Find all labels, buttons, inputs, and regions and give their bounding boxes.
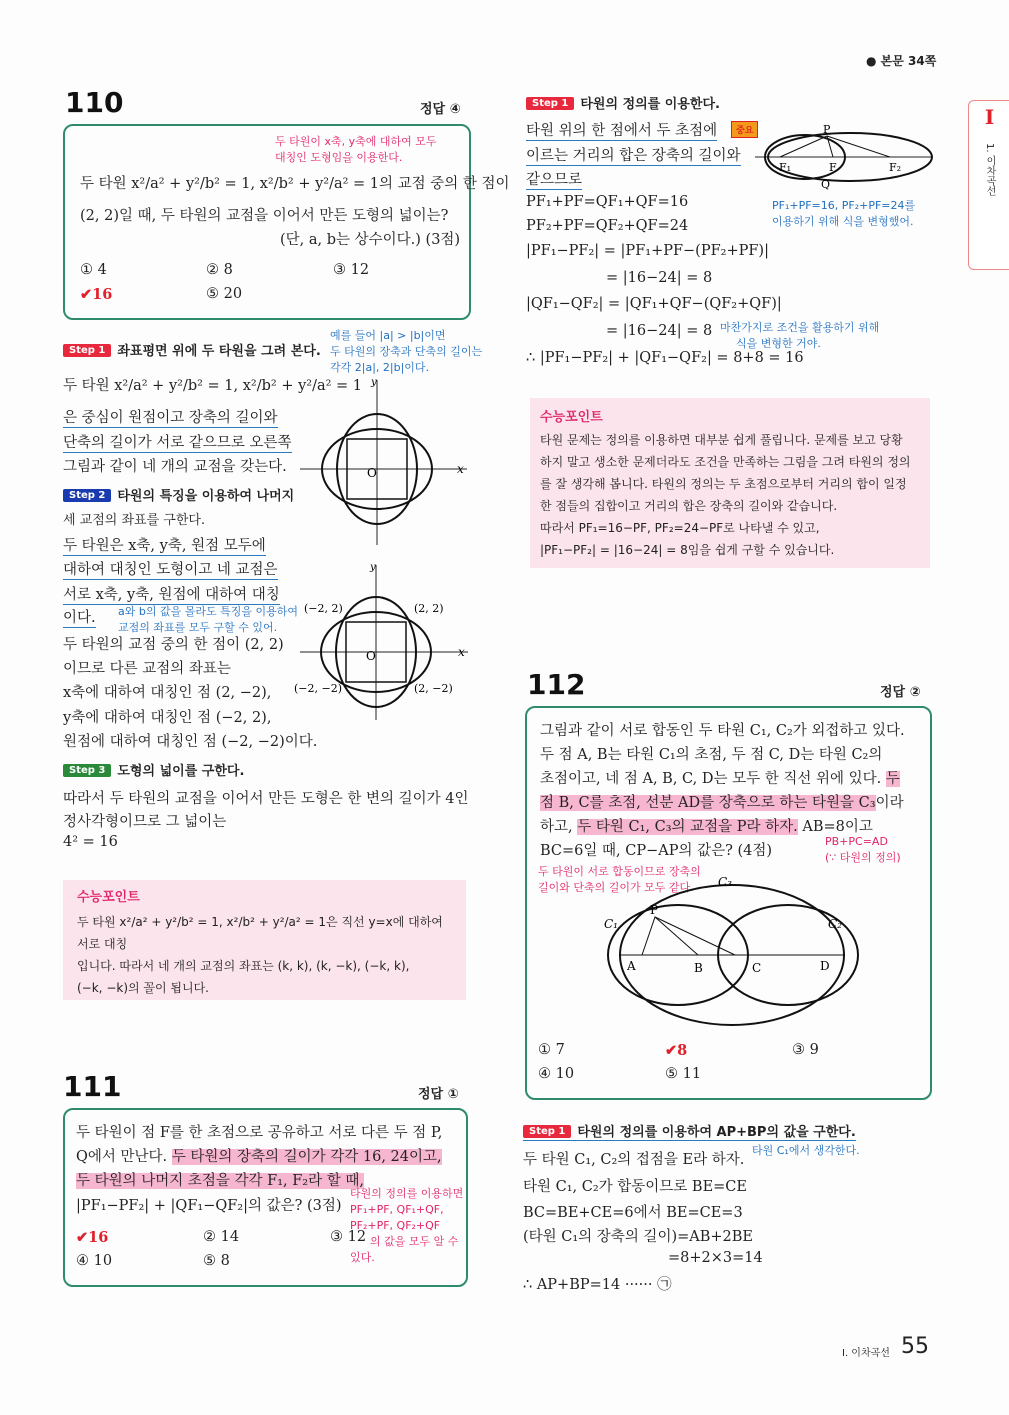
solution-line: 대하여 대칭인 도형이고 네 교점은 — [63, 558, 278, 580]
point-label: (2, −2) — [414, 682, 453, 695]
choice-4[interactable]: ④ 10 — [538, 1066, 575, 1082]
side-tab-label: 1. 이차곡선 — [984, 143, 995, 196]
note-line: 각각 2|a|, 2|b|이다. — [330, 361, 430, 374]
step-heading — [523, 1121, 856, 1141]
note-line: 있다. — [350, 1251, 375, 1264]
focus-f1-label: F₁ — [779, 161, 792, 174]
choice-3[interactable]: ③ 12 — [333, 262, 370, 278]
page-number: 55 — [901, 1334, 929, 1359]
step-heading — [63, 485, 294, 504]
focus-f-label: F — [829, 161, 837, 174]
tip-line: 를 잘 생각해 봅니다. 타원의 정의는 두 초점으로부터 거리의 합이 일정 — [540, 477, 907, 491]
step-title: 세 교점의 좌표를 구한다. — [63, 513, 206, 528]
step-badge: Step 1 — [63, 344, 111, 357]
y-axis-label: y — [371, 377, 377, 388]
annotation-note — [772, 198, 915, 230]
choice-5[interactable]: ⑤ 20 — [206, 286, 243, 302]
shared-focus-ellipses-figure — [755, 120, 935, 195]
annotation-note: 두 타원이 x축, y축에 대하여 모두 대칭인 도형임을 이용한다. — [275, 135, 437, 164]
step-badge: Step 3 — [63, 764, 111, 777]
side-tab[interactable] — [968, 100, 1009, 270]
solution-line: 두 타원의 교점 중의 한 점이 (2, 2) — [63, 637, 284, 653]
question-line: |PF₁−PF₂| + |QF₁−QF₂|의 값은? (3점) — [76, 1198, 342, 1214]
question-line — [540, 815, 873, 836]
choice-2[interactable]: ② 8 — [206, 262, 233, 278]
choice-4[interactable]: ④ 10 — [76, 1253, 113, 1269]
solution-line: (타원 C₁의 장축의 길이)=AB+2BE — [523, 1229, 753, 1245]
important-badge: 중요 — [731, 121, 758, 138]
solution-line: 타원 위의 한 점에서 두 초점에 — [526, 119, 717, 141]
choice-1-checked[interactable]: ✔16 — [76, 1229, 109, 1246]
note-line: 예를 들어 |a| > |b|이면 — [330, 329, 446, 342]
point-c-label: C — [752, 961, 762, 975]
question-line: 두 점 A, B는 타원 C₁의 초점, 두 점 C, D는 타원 C₂의 — [540, 747, 883, 763]
tip-line: |PF₁−PF₂| = |16−24| = 8임을 쉽게 구할 수 있습니다. — [540, 543, 835, 557]
solution-line: 두 타원 C₁, C₂의 접점을 E라 하자. — [523, 1152, 745, 1168]
choice-1[interactable]: ① 4 — [80, 262, 107, 278]
point-b-label: B — [694, 961, 703, 975]
annotation-note — [825, 834, 901, 866]
solution-line: 4² = 16 — [63, 834, 118, 850]
note-line: 두 타원의 장축과 단축의 길이는 — [330, 345, 483, 358]
problem-number: 111 — [63, 1070, 122, 1103]
problem-number: 110 — [65, 86, 124, 119]
tip-body — [540, 429, 920, 561]
question-text: 초점이고, 네 점 A, B, C, D는 모두 한 직선 위에 있다. — [540, 771, 886, 787]
problem-number: 112 — [527, 668, 586, 701]
question-text: AB=8이고 — [802, 819, 873, 835]
solution-line: =8+2×3=14 — [668, 1250, 763, 1266]
point-label: (2, 2) — [414, 602, 444, 615]
question-line: 두 타원 x²/a² + y²/b² = 1, x²/b² + y²/a² = 1의 교점 중의 한 점이 — [80, 176, 510, 192]
note-line: 타원의 정의를 이용하면 — [350, 1187, 464, 1200]
highlighted-text: 두 타원의 장축의 길이가 각각 16, 24이고, — [171, 1149, 442, 1165]
ellipse-c1-label: C₁ — [604, 917, 618, 931]
solution-line: 원점에 대하여 대칭인 점 (−2, −2)이다. — [63, 734, 318, 750]
step-title: 도형의 넓이를 구한다. — [117, 764, 245, 779]
note-line: 두 타원이 서로 합동이므로 장축의 — [538, 865, 701, 878]
answer-label: 정답 ① — [418, 1087, 459, 1102]
tip-body — [77, 911, 452, 999]
question-line — [540, 791, 904, 812]
solution-line: 이르는 거리의 합은 장축의 길이와 — [526, 144, 741, 166]
question-text: 이라 — [875, 795, 904, 811]
solution-line: 그림과 같이 네 개의 교점을 갖는다. — [63, 459, 287, 475]
note-line: a와 b의 값을 몰라도 특징을 이용하여 — [118, 605, 298, 618]
solution-line: 두 타원 x²/a² + y²/b² = 1, x²/b² + y²/a² = 1 — [63, 378, 363, 394]
solution-line: 따라서 두 타원의 교점을 이어서 만든 도형은 한 변의 길이가 4인 — [63, 791, 469, 807]
step-badge: Step 2 — [63, 489, 111, 502]
note-line: PF₁+PF=16, PF₂+PF=24를 — [772, 199, 916, 212]
solution-line: PF₂+PF=QF₂+QF=24 — [526, 218, 689, 234]
note-line: 교점의 좌표를 모두 구할 수 있어. — [118, 621, 278, 634]
focus-f2-label: F₂ — [889, 161, 902, 174]
choice-5[interactable]: ⑤ 8 — [203, 1253, 230, 1269]
question-line — [76, 1169, 364, 1190]
solution-line: 단축의 길이가 서로 같으므로 오른쪽 — [63, 431, 292, 453]
choice-3[interactable]: ③ 12 — [330, 1229, 367, 1245]
choice-2[interactable]: ② 14 — [203, 1229, 240, 1245]
note-line: 식을 변형한 거야. — [736, 337, 821, 350]
point-p-label: P — [823, 123, 831, 136]
ellipse-c3-label: C₃ — [718, 875, 732, 889]
question-line: (2, 2)일 때, 두 타원의 교점을 이어서 만든 도형의 넓이는? — [80, 208, 449, 224]
step-heading — [526, 93, 720, 112]
highlighted-text: 두 타원의 나머지 초점을 각각 F₁, F₂라 할 때, — [76, 1173, 364, 1189]
solution-line: 같으므로 — [526, 168, 582, 190]
solution-line: |QF₁−QF₂| = |QF₁+QF−(QF₂+QF)| — [526, 296, 782, 312]
solution-line: 정사각형이므로 그 넓이는 — [63, 814, 227, 830]
note-line: 이용하기 위해 식을 변형했어. — [772, 215, 914, 228]
step-heading — [63, 340, 321, 359]
answer-label: 정답 ④ — [420, 102, 461, 117]
choice-5[interactable]: ⑤ 11 — [665, 1066, 702, 1082]
tip-line: 하지 말고 생소한 문제더라도 조건을 만족하는 그림을 그려 타원의 정의 — [540, 455, 911, 469]
highlighted-text: 점 B, C를 초점, 선분 AD를 장축으로 하는 타원을 C₃ — [540, 795, 876, 811]
y-axis-label: y — [370, 562, 376, 573]
solution-line: BC=BE+CE=6에서 BE=CE=3 — [523, 1205, 743, 1221]
choice-2-checked[interactable]: ✔8 — [665, 1042, 688, 1059]
tip-title: 수능포인트 — [540, 410, 603, 425]
three-ellipses-figure — [590, 870, 860, 1030]
annotation-note — [330, 328, 482, 376]
side-tab-roman: I — [984, 105, 995, 129]
point-label: (−2, −2) — [294, 682, 343, 695]
note-line: PB+PC=AD — [825, 835, 888, 848]
step-title: 타원의 정의를 이용한다. — [580, 97, 720, 112]
solution-line: PF₁+PF=QF₁+QF=16 — [526, 194, 689, 210]
tip-line: 타원 문제는 정의를 이용하면 대부분 쉽게 풀립니다. 문제를 보고 당황 — [540, 433, 903, 447]
note-line: 마찬가지로 조건을 활용하기 위해 — [720, 321, 880, 334]
solution-line: x축에 대하여 대칭인 점 (2, −2), — [63, 685, 272, 701]
question-line — [540, 767, 900, 788]
point-d-label: D — [820, 959, 830, 973]
point-label: (−2, 2) — [304, 602, 343, 615]
point-q-label: Q — [821, 178, 831, 191]
solution-line: = |16−24| = 8 — [606, 270, 713, 286]
solution-line: = |16−24| = 8 — [606, 323, 713, 339]
question-line — [76, 1145, 442, 1166]
question-line: (단, a, b는 상수이다.) (3점) — [280, 232, 461, 248]
note-line: (∵ 타원의 정의) — [825, 851, 901, 864]
question-line: BC=6일 때, CP−AP의 값은? (4점) — [540, 843, 773, 859]
question-text: Q에서 만난다. — [76, 1149, 172, 1165]
annotation-note: 타원 C₁에서 생각한다. — [752, 1144, 860, 1157]
point-p-label: P — [650, 903, 659, 917]
ellipse-c2-label: C₂ — [828, 917, 842, 931]
solution-line: 서로 x축, y축, 원점에 대하여 대칭 — [63, 583, 280, 605]
tip-title: 수능포인트 — [77, 890, 140, 905]
question-line: 두 타원이 점 F를 한 초점으로 공유하고 서로 다른 두 점 P, — [76, 1125, 443, 1141]
ellipses-figure-2 — [290, 560, 475, 720]
step-title: 좌표평면 위에 두 타원을 그려 본다. — [117, 344, 321, 359]
annotation-note — [350, 1186, 463, 1266]
note-line: 길이와 단축의 길이가 모두 같다. — [538, 881, 694, 894]
step-title: 타원의 정의를 이용하여 AP+BP의 값을 구한다. — [577, 1125, 856, 1140]
tip-line: 한 점들의 집합이고 거리의 합은 장축의 길이와 같습니다. — [540, 499, 838, 513]
tip-line: 입니다. 따라서 네 개의 교점의 좌표는 (k, k), (k, −k), (−k, k), — [77, 959, 410, 973]
question-text: 하고, — [540, 819, 578, 835]
choice-3[interactable]: ③ 9 — [792, 1042, 819, 1058]
page-reference: ● 본문 34쪽 — [866, 54, 937, 68]
tip-line: (−k, −k)의 꼴이 됩니다. — [77, 981, 209, 995]
solution-line: 이므로 다른 교점의 좌표는 — [63, 661, 231, 677]
solution-line: ∴ AP+BP=14 ······ ㉠ — [523, 1277, 672, 1293]
reference-text: 본문 34쪽 — [880, 54, 937, 68]
solution-line: 은 중심이 원점이고 장축의 길이와 — [63, 406, 278, 428]
step-badge: Step 1 — [526, 97, 574, 110]
answer-label: 정답 ② — [880, 685, 921, 700]
solution-line: y축에 대하여 대칭인 점 (−2, 2), — [63, 710, 272, 726]
ellipses-figure-1 — [295, 375, 475, 545]
annotation-note — [720, 320, 879, 352]
solution-line: |PF₁−PF₂| = |PF₁+PF−(PF₂+PF)| — [526, 243, 769, 259]
x-axis-label: x — [457, 462, 464, 476]
step-title: 타원의 특징을 이용하여 나머지 — [117, 489, 295, 504]
solution-line: 두 타원은 x축, y축, 원점 모두에 — [63, 534, 266, 556]
highlighted-text: 두 — [885, 771, 900, 787]
tip-line: 따라서 PF₁=16−PF, PF₂=24−PF로 나타낼 수 있고, — [540, 521, 820, 535]
choice-1[interactable]: ① 7 — [538, 1042, 565, 1058]
footer-chapter: Ⅰ. 이차곡선 — [842, 1348, 890, 1359]
tip-box — [63, 880, 466, 1000]
question-line: 그림과 같이 서로 합동인 두 타원 C₁, C₂가 외접하고 있다. — [540, 723, 905, 739]
note-line: PF₂+PF, QF₂+QF — [350, 1219, 441, 1232]
step-heading — [63, 760, 244, 779]
highlighted-text: 두 타원 C₁, C₃의 교점을 P라 하자. — [577, 819, 798, 835]
step-badge: Step 1 — [523, 1125, 571, 1138]
annotation-note — [118, 604, 298, 636]
solution-line: 타원 C₁, C₂가 합동이므로 BE=CE — [523, 1179, 747, 1195]
solution-line: ∴ |PF₁−PF₂| + |QF₁−QF₂| = 8+8 = 16 — [526, 350, 804, 366]
point-a-label: A — [627, 959, 636, 973]
x-axis-label: x — [458, 645, 465, 659]
tip-line: 두 타원 x²/a² + y²/b² = 1, x²/b² + y²/a² = 1은 직선 y=x에 대하여 서로 대칭 — [77, 915, 443, 951]
choice-4-checked[interactable]: ✔16 — [80, 286, 113, 303]
note-line: 의 값을 모두 알 수 — [370, 1235, 459, 1248]
tip-box — [530, 398, 930, 568]
solution-line: 이다. — [63, 606, 96, 628]
origin-label: O — [366, 649, 376, 663]
origin-label: O — [367, 466, 377, 480]
note-line: PF₁+PF, QF₁+QF, — [350, 1203, 444, 1216]
